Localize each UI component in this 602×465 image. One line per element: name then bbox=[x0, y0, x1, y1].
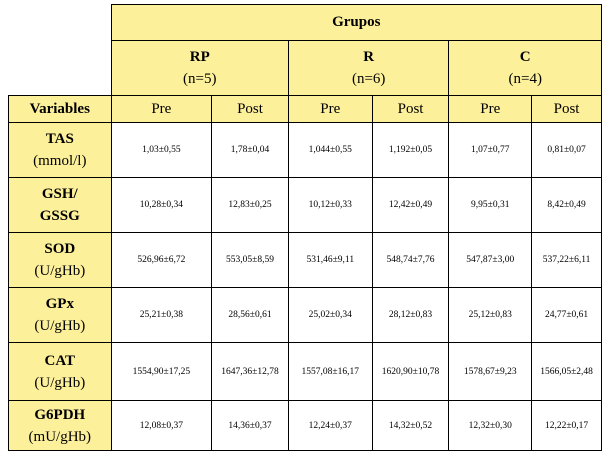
value-cell: 14,32±0,52 bbox=[372, 401, 449, 451]
table-row bbox=[9, 343, 602, 401]
post-header: Post bbox=[212, 96, 289, 123]
pre-header: Pre bbox=[288, 96, 372, 123]
blank-corner bbox=[9, 5, 112, 41]
value-cell: 28,12±0,83 bbox=[372, 288, 449, 343]
group-name: RP bbox=[189, 49, 210, 65]
grupos-header: Grupos bbox=[111, 5, 601, 41]
value-cell: 10,12±0,33 bbox=[288, 178, 372, 233]
pre-header: Pre bbox=[449, 96, 532, 123]
value-cell: 1,78±0,04 bbox=[212, 123, 289, 178]
value-cell: 1,192±0,05 bbox=[372, 123, 449, 178]
value-cell: 1557,08±16,17 bbox=[288, 343, 372, 401]
group-r-header bbox=[288, 41, 449, 96]
data-table-container bbox=[8, 4, 602, 451]
value-cell: 12,08±0,37 bbox=[111, 401, 212, 451]
group-n: (n=4) bbox=[508, 71, 542, 87]
variable-name: G6PDH bbox=[34, 406, 86, 423]
value-cell: 1,044±0,55 bbox=[288, 123, 372, 178]
value-cell: 10,28±0,34 bbox=[111, 178, 212, 233]
results-table bbox=[8, 4, 602, 451]
variable-unit: (U/gHb) bbox=[34, 318, 86, 334]
value-cell: 1647,36±12,78 bbox=[212, 343, 289, 401]
variable-unit: (U/gHb) bbox=[34, 263, 86, 279]
table-row bbox=[9, 288, 602, 343]
variable-name: TAS bbox=[45, 131, 74, 147]
group-names-row bbox=[9, 41, 602, 96]
value-cell: 25,12±0,83 bbox=[449, 288, 532, 343]
variable-unit: GSSG bbox=[39, 208, 80, 224]
value-cell: 531,46±9,11 bbox=[288, 233, 372, 288]
table-row bbox=[9, 123, 602, 178]
blank-corner bbox=[9, 41, 112, 96]
table-row bbox=[9, 401, 602, 451]
value-cell: 1566,05±2,48 bbox=[532, 343, 602, 401]
group-name: C bbox=[519, 49, 531, 65]
value-cell: 1,03±0,55 bbox=[111, 123, 212, 178]
post-header: Post bbox=[372, 96, 449, 123]
variable-cell bbox=[9, 123, 112, 178]
variable-cell bbox=[9, 178, 112, 233]
variable-cell bbox=[9, 233, 112, 288]
group-n: (n=5) bbox=[183, 71, 217, 87]
variable-name: GPx bbox=[45, 296, 74, 312]
variable-unit: (U/gHb) bbox=[34, 374, 86, 391]
value-cell: 537,22±6,11 bbox=[532, 233, 602, 288]
variable-cell bbox=[9, 401, 112, 451]
value-cell: 1,07±0,77 bbox=[449, 123, 532, 178]
value-cell: 1620,90±10,78 bbox=[372, 343, 449, 401]
value-cell: 12,22±0,17 bbox=[532, 401, 602, 451]
group-rp-header bbox=[111, 41, 288, 96]
variable-unit: (mU/gHb) bbox=[28, 428, 92, 445]
value-cell: 9,95±0,31 bbox=[449, 178, 532, 233]
variable-cell bbox=[9, 343, 112, 401]
value-cell: 25,02±0,34 bbox=[288, 288, 372, 343]
value-cell: 12,83±0,25 bbox=[212, 178, 289, 233]
post-header: Post bbox=[532, 96, 602, 123]
variables-header: Variables bbox=[9, 96, 112, 123]
group-name: R bbox=[363, 49, 375, 65]
value-cell: 12,42±0,49 bbox=[372, 178, 449, 233]
value-cell: 553,05±8,59 bbox=[212, 233, 289, 288]
grupos-row bbox=[9, 5, 602, 41]
value-cell: 1554,90±17,25 bbox=[111, 343, 212, 401]
table-row bbox=[9, 178, 602, 233]
value-cell: 0,81±0,07 bbox=[532, 123, 602, 178]
group-c-header bbox=[449, 41, 602, 96]
value-cell: 12,24±0,37 bbox=[288, 401, 372, 451]
column-header-row bbox=[9, 96, 602, 123]
value-cell: 548,74±7,76 bbox=[372, 233, 449, 288]
value-cell: 24,77±0,61 bbox=[532, 288, 602, 343]
value-cell: 526,96±6,72 bbox=[111, 233, 212, 288]
value-cell: 25,21±0,38 bbox=[111, 288, 212, 343]
variable-name: GSH/ bbox=[41, 186, 78, 202]
group-n: (n=6) bbox=[351, 71, 386, 87]
variable-cell bbox=[9, 288, 112, 343]
table-row bbox=[9, 233, 602, 288]
variable-unit: (mmol/l) bbox=[33, 153, 87, 169]
variable-name: CAT bbox=[44, 352, 76, 369]
value-cell: 8,42±0,49 bbox=[532, 178, 602, 233]
variable-name: SOD bbox=[44, 241, 76, 257]
value-cell: 12,32±0,30 bbox=[449, 401, 532, 451]
value-cell: 28,56±0,61 bbox=[212, 288, 289, 343]
value-cell: 547,87±3,00 bbox=[449, 233, 532, 288]
value-cell: 14,36±0,37 bbox=[212, 401, 289, 451]
pre-header: Pre bbox=[111, 96, 212, 123]
value-cell: 1578,67±9,23 bbox=[449, 343, 532, 401]
